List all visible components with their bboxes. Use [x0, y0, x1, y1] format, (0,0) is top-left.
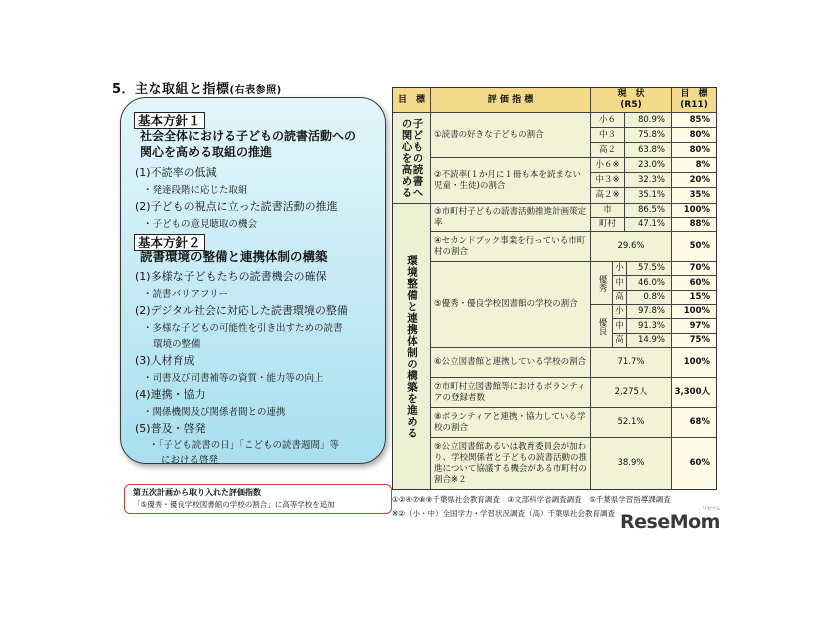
row-label: 小	[613, 305, 627, 319]
row-target: 68%	[672, 408, 716, 438]
row-value: 14.9%	[627, 334, 672, 348]
row-target: 75%	[672, 334, 716, 348]
row-target: 88%	[672, 218, 716, 232]
row-value: 86.5%	[625, 204, 672, 218]
policy2-heading: 基本方針２	[134, 234, 205, 251]
row-target: 50%	[672, 232, 716, 262]
policy2-sub: ・多様な子どもの可能性を引き出すための読書	[143, 323, 343, 334]
row-value: 91.3%	[627, 319, 672, 334]
group-excellent: 優秀	[591, 262, 613, 305]
group-good: 優良	[591, 305, 613, 348]
row-label: 小	[613, 262, 627, 276]
policy1-item: (2)子どもの視点に立った読書活動の推進	[135, 200, 338, 213]
row-target: 85%	[672, 113, 716, 128]
indicator-7: ⑦市町村立図書館等におけるボランティアの登録者数	[431, 378, 591, 408]
indicator-4: ④セカンドブック事業を行っている市町村の割合	[431, 232, 591, 262]
row-value: 35.1%	[625, 188, 672, 204]
policy2-sub: における啓発	[161, 455, 219, 466]
row-target: 97%	[672, 319, 716, 334]
policy2-sub: ・関係機関及び関係者間との連携	[143, 407, 286, 418]
row-label: 高	[613, 334, 627, 348]
row-label: 町村	[591, 218, 625, 232]
row-value: 80.9%	[625, 113, 672, 128]
policy1-item: (1)不読率の低減	[135, 166, 217, 179]
row-value: 71.7%	[591, 348, 672, 378]
note-title: 第五次計画から取り入れた評価指数	[133, 488, 261, 497]
row-value: 23.0%	[625, 158, 672, 173]
policy1-title-line1: 社会全体における子どもの読書活動への	[140, 129, 357, 143]
header-indicator: 評 価 指 標	[431, 88, 591, 113]
row-target: 80%	[672, 128, 716, 143]
row-label: 小６	[591, 113, 625, 128]
policy2-sub: ・司書及び司書補等の資質・能力等の向上	[143, 373, 324, 384]
goal1: 子どもの読書への関心を高める	[393, 113, 431, 204]
row-target: 60%	[672, 276, 716, 291]
policy2-sub: ・「子ども読書の日」「こどもの読書週間」等	[149, 440, 340, 451]
policy-panel	[120, 97, 386, 464]
row-value: 29.6%	[591, 232, 672, 262]
header-current: 現 状 (R5)	[591, 88, 672, 113]
row-target: 20%	[672, 173, 716, 188]
policy1-title-line2: 関心を高める取組の推進	[140, 145, 273, 159]
note-box	[124, 484, 392, 514]
row-label: 中	[613, 276, 627, 291]
policy2-item: (1)多様な子どもたちの読書機会の確保	[135, 270, 327, 283]
indicator-2: ②不読率(１か月に１冊も本を読まない児童・生徒)の割合	[431, 158, 591, 204]
policy1-sub: ・発達段階に応じた取組	[143, 185, 248, 196]
row-value: 32.3%	[625, 173, 672, 188]
row-target: 100%	[672, 204, 716, 218]
indicator-9: ⑨公立図書館あるいは教育委員会が加わり、学校関係者と子どもの読書活動の推進について協議する機会がある市町村の割合※２	[431, 438, 591, 489]
row-label: 市	[591, 204, 625, 218]
footnote-sources: ①②④⑦⑧⑨千葉県社会教育調査 ③文部科学省調査調査 ⑤千葉県学習指導課調査	[392, 495, 671, 504]
row-target: 8%	[672, 158, 716, 173]
note-text: 「⑤優秀・優良学校図書館の学校の割合」に高等学校を追加	[133, 500, 335, 509]
policy2-item: (2)デジタル社会に対応した読書環境の整備	[135, 304, 348, 317]
row-value: 46.0%	[627, 276, 672, 291]
row-target: 80%	[672, 143, 716, 158]
section-title: 5．主な取組と指標(右表参照)	[112, 82, 282, 97]
policy2-sub: 環境の整備	[153, 339, 201, 350]
row-value: 0.8%	[627, 291, 672, 305]
indicator-6: ⑥公立図書館と連携している学校の割合	[431, 348, 591, 378]
row-label: 高	[613, 291, 627, 305]
row-label: 小６※	[591, 158, 625, 173]
policy2-item: (3)人材育成	[135, 354, 195, 367]
row-value: 2,275人	[591, 378, 672, 408]
row-label: 中３※	[591, 173, 625, 188]
row-target: 35%	[672, 188, 716, 204]
policy1-sub: ・子どもの意見聴取の機会	[143, 219, 258, 230]
indicator-8: ⑧ボランティアと連携・協力している学校の割合	[431, 408, 591, 438]
row-label: 中３	[591, 128, 625, 143]
header-goal: 目 標	[393, 88, 431, 113]
header-target: 目 標 (R11)	[672, 88, 716, 113]
row-target: 100%	[672, 348, 716, 378]
row-label: 中	[613, 319, 627, 334]
goal2: 環境整備と連携体制の構築を進める	[393, 204, 431, 489]
policy2-item: (4)連携・協力	[135, 388, 206, 401]
row-label: 高２※	[591, 188, 625, 204]
indicator-1: ①読書の好きな子どもの割合	[431, 113, 591, 158]
row-value: 75.8%	[625, 128, 672, 143]
indicator-table	[392, 87, 717, 490]
row-value: 52.1%	[591, 408, 672, 438]
row-target: 70%	[672, 262, 716, 276]
row-target: 60%	[672, 438, 716, 489]
row-value: 57.5%	[627, 262, 672, 276]
indicator-5: ⑤優秀・優良学校図書館の学校の割合	[431, 262, 591, 348]
row-target: 100%	[672, 305, 716, 319]
row-value: 97.8%	[627, 305, 672, 319]
row-label: 高２	[591, 143, 625, 158]
row-value: 63.8%	[625, 143, 672, 158]
policy2-item: (5)普及・啓発	[135, 422, 206, 435]
policy1-heading: 基本方針１	[134, 112, 205, 129]
row-value: 38.9%	[591, 438, 672, 489]
resemom-logo: ReseMom リセマム	[620, 506, 720, 533]
row-target: 3,300人	[672, 378, 716, 408]
row-target: 15%	[672, 291, 716, 305]
indicator-3: ③市町村子どもの読書活動推進計画策定率	[431, 204, 591, 232]
policy2-title: 読書環境の整備と連携体制の構築	[140, 249, 328, 264]
row-value: 47.1%	[625, 218, 672, 232]
policy2-sub: ・読書バリアフリー	[143, 289, 229, 300]
footnote-note: ※②（小・中）全国学力・学習状況調査（高）千葉県社会教育調査	[392, 509, 616, 518]
